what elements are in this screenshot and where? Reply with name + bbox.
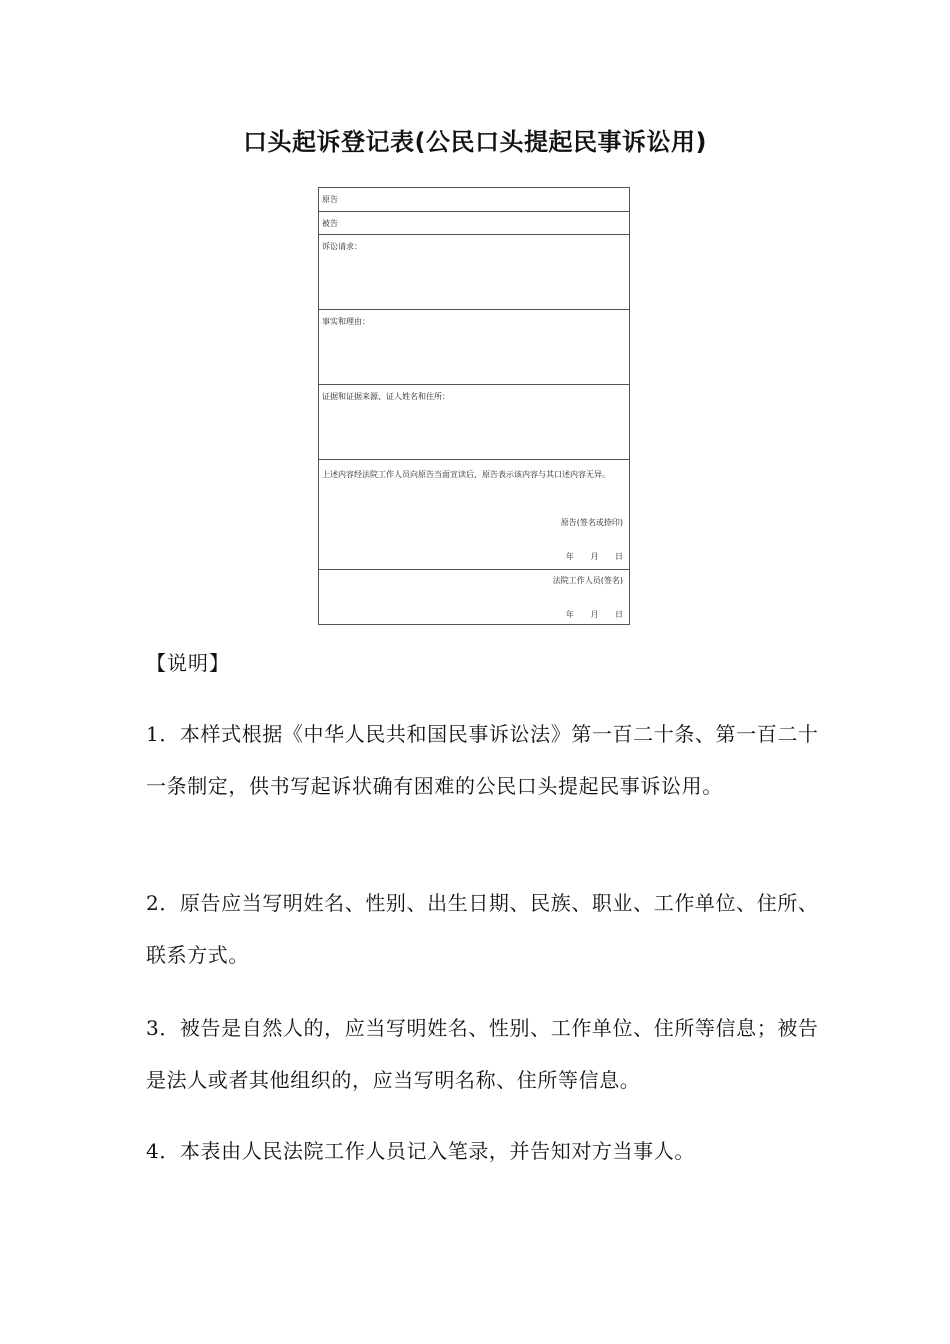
- note-item-4: 4．本表由人民法院工作人员记入笔录，并告知对方当事人。: [146, 1139, 695, 1163]
- note-item-2: 2．原告应当写明姓名、性别、出生日期、民族、职业、工作单位、住所、联系方式。: [146, 891, 819, 967]
- page-title: 口头起诉登记表(公民口头提起民事诉讼用): [243, 128, 707, 156]
- claims-label: 诉讼请求：: [322, 242, 362, 251]
- note-item-3: 3．被告是自然人的，应当写明姓名、性别、工作单位、住所等信息；被告是法人或者其他组织的，应当写明名称、住所等信息。: [146, 1016, 819, 1092]
- confirmation-row: [319, 460, 629, 570]
- plaintiff-signature-label: 原告(签名或捺印): [560, 518, 623, 527]
- facts-label: 事实和理由：: [322, 317, 370, 326]
- staff-signature-label: 法院工作人员(签名): [552, 576, 623, 585]
- plaintiff-row: [319, 188, 629, 212]
- claims-row: [319, 235, 629, 310]
- plaintiff-date-label: 年 月 日: [565, 552, 623, 561]
- staff-date-label: 年 月 日: [565, 610, 623, 619]
- plaintiff-label: 原告: [322, 195, 338, 204]
- defendant-label: 被告: [322, 219, 338, 228]
- read-statement-text: 上述内容经法院工作人员向原告当面宣读后，原告表示该内容与其口述内容无异。: [322, 470, 610, 479]
- evidence-row: [319, 385, 629, 460]
- defendant-row: [319, 212, 629, 235]
- staff-row: [319, 570, 629, 626]
- facts-row: [319, 310, 629, 385]
- evidence-label: 证据和证据来源、证人姓名和住所：: [322, 392, 450, 401]
- registration-form-table: [318, 187, 630, 625]
- note-item-1: 1．本样式根据《中华人民共和国民事诉讼法》第一百二十条、第一百二十一条制定，供书写起诉状确有困难的公民口头提起民事诉讼用。: [146, 722, 819, 798]
- notes-heading: 【说明】: [146, 651, 230, 675]
